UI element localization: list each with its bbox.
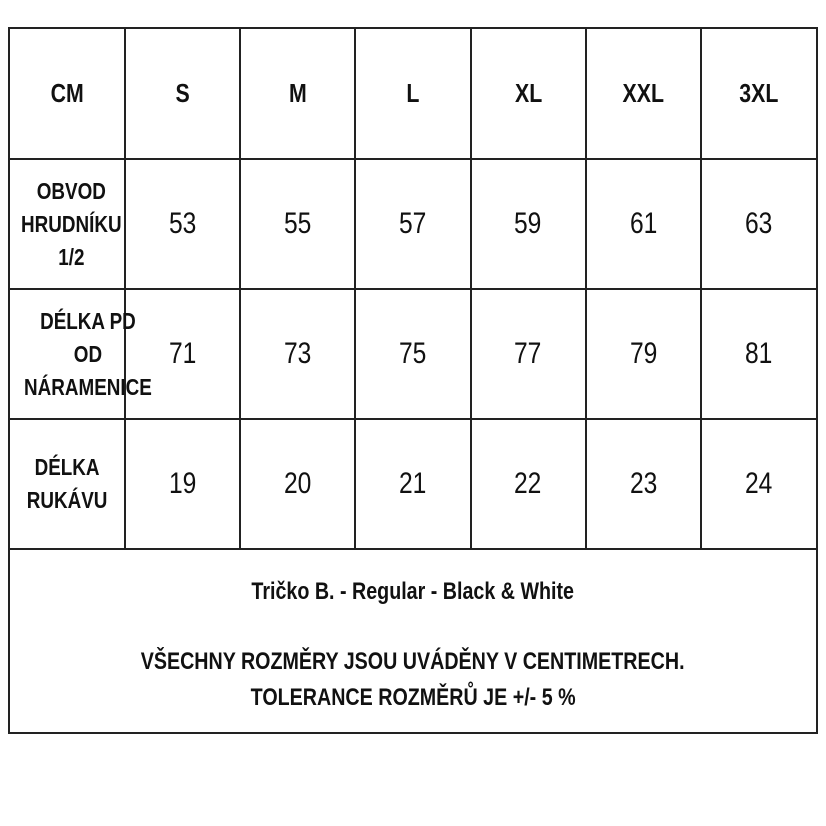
row-label-line: OBVOD [36,177,106,204]
row-label-line: DÉLKA PD OD [40,307,136,367]
value-text: 77 [514,337,542,370]
header-size-xl: XL [514,78,542,108]
value-cell [125,419,240,549]
value-cell [355,159,470,289]
row-label-line: HRUDNÍKU 1/2 [21,210,122,270]
value-text: 19 [169,467,197,500]
value-text: 81 [745,337,773,370]
header-cell-s [125,29,240,159]
row-label-cell [10,289,152,419]
header-size-m: M [288,78,307,108]
row-label [20,451,114,517]
size-table [10,29,816,550]
header-cell-unit [10,29,125,159]
value-cell [701,289,816,419]
value-cell [471,289,586,419]
value-cell [701,159,816,289]
tolerance-note-text: TOLERANCE ROZMĚRŮ JE +/- 5 % [250,684,576,711]
product-name-text: Tričko B. - Regular - Black & White [251,578,575,605]
header-cell-xxl [586,29,701,159]
value-cell [586,159,701,289]
value-cell [240,159,355,289]
value-cell [355,289,470,419]
measurement-note-text: VŠECHNY ROZMĚRY JSOU UVÁDĚNY V CENTIMETRECH. [141,648,685,675]
value-text: 21 [399,467,427,500]
header-cell-l [355,29,470,159]
value-text: 57 [399,207,427,240]
value-text: 61 [629,207,657,240]
size-chart [8,27,818,734]
value-cell [125,159,240,289]
value-text: 23 [629,467,657,500]
header-unit-label: CM [50,78,84,108]
header-cell-xl [471,29,586,159]
table-row [10,289,816,419]
header-cell-m [240,29,355,159]
footer-notes [10,550,816,732]
value-cell [240,289,355,419]
value-text: 59 [514,207,542,240]
value-text: 73 [284,337,312,370]
header-cell-3xl [701,29,816,159]
value-cell [471,419,586,549]
header-size-3xl: 3XL [739,78,779,108]
header-row [10,29,816,159]
value-text: 71 [169,337,197,370]
value-cell [240,419,355,549]
row-label-line: NÁRAMENICE [24,373,152,400]
header-size-xxl: XXL [622,78,665,108]
header-size-s: S [175,78,190,108]
row-label-line: DÉLKA RUKÁVU [26,454,108,513]
value-text: 75 [399,337,427,370]
row-label-cell [10,159,125,289]
value-cell [701,419,816,549]
table-row [10,419,816,549]
value-cell [471,159,586,289]
value-cell [586,289,701,419]
header-size-l: L [406,78,420,108]
value-text: 53 [169,207,197,240]
value-cell [355,419,470,549]
product-name [10,578,816,606]
value-text: 63 [745,207,773,240]
tolerance-note [10,684,816,712]
value-text: 55 [284,207,312,240]
row-label [21,175,122,274]
value-text: 22 [514,467,542,500]
value-text: 24 [745,467,773,500]
value-text: 20 [284,467,312,500]
measurement-note [10,648,816,676]
row-label-cell [10,419,125,549]
row-label [24,305,152,404]
table-row [10,159,816,289]
value-cell [586,419,701,549]
value-text: 79 [629,337,657,370]
